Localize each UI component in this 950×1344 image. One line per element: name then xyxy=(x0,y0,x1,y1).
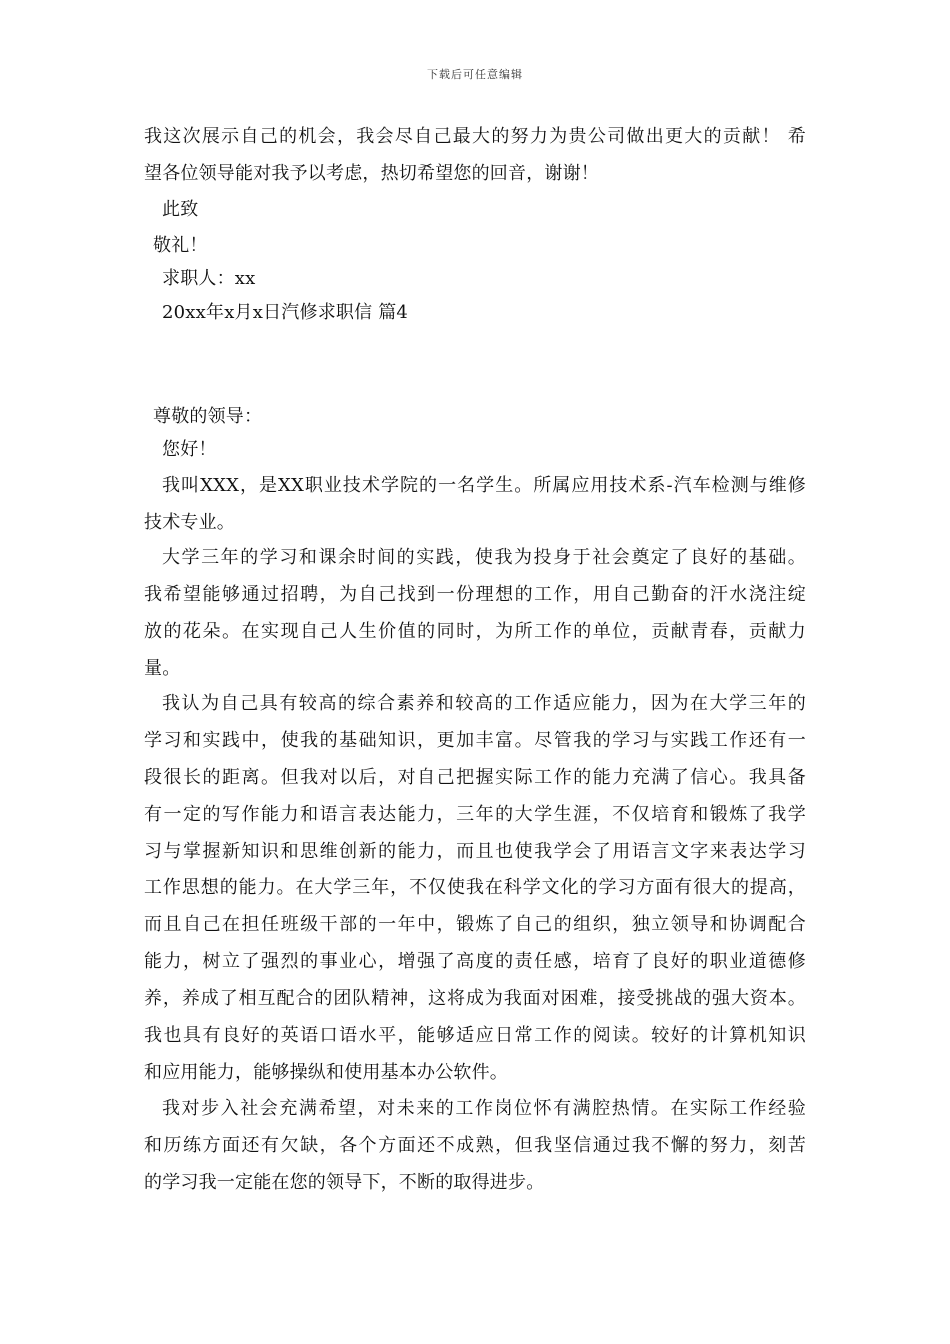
body-line: 段很长的距离。但我对以后，对自己把握实际工作的能力充满了信心。我具备 xyxy=(144,767,806,788)
body-line: 而且自己在担任班级干部的一年中，锻炼了自己的组织，独立领导和协调配合 xyxy=(144,914,806,935)
closing-regards: 此致 xyxy=(162,199,199,220)
body-line: 习与掌握新知识和思维创新的能力，而且也使我学会了用语言文字来表达学习 xyxy=(144,841,806,862)
body-line: 和应用能力，能够操纵和使用基本办公软件。 xyxy=(144,1062,508,1083)
closing-signature: 求职人：xx xyxy=(162,268,256,289)
body-line: 养，养成了相互配合的团队精神，这将成为我面对困难，接受挑战的强大资本。 xyxy=(144,988,806,1009)
closing-line: 望各位领导能对我予以考虑，热切希望您的回音，谢谢！ xyxy=(144,163,599,184)
closing-date-and-next-title: 20xx年x月x日汽修求职信 篇4 xyxy=(162,302,409,323)
body-line: 有一定的写作能力和语言表达能力，三年的大学生涯，不仅培育和锻炼了我学 xyxy=(144,804,806,825)
body-line: 我也具有良好的英语口语水平，能够适应日常工作的阅读。较好的计算机知识 xyxy=(144,1025,806,1046)
body-line: 工作思想的能力。在大学三年，不仅使我在科学文化的学习方面有很大的提高， xyxy=(144,877,806,898)
body-line: 放的花朵。在实现自己人生价值的同时，为所工作的单位，贡献青春，贡献力 xyxy=(144,621,806,642)
body-line: 大学三年的学习和课余时间的实践，使我为投身于社会奠定了良好的基础。 xyxy=(162,547,806,568)
greeting: 您好！ xyxy=(162,439,217,460)
closing-salute: 敬礼！ xyxy=(153,235,208,256)
body-line: 我叫XXX，是XX职业技术学院的一名学生。所属应用技术系-汽车检测与维修 xyxy=(162,475,806,496)
body-line: 我对步入社会充满希望，对未来的工作岗位怀有满腔热情。在实际工作经验 xyxy=(162,1098,806,1119)
closing-line: 我这次展示自己的机会，我会尽自己最大的努力为贵公司做出更大的贡献！ 希 xyxy=(144,126,806,147)
body-line: 和历练方面还有欠缺，各个方面还不成熟，但我坚信通过我不懈的努力，刻苦 xyxy=(144,1135,806,1156)
header-note: 下载后可任意编辑 xyxy=(427,68,523,81)
body-line: 的学习我一定能在您的领导下，不断的取得进步。 xyxy=(144,1172,545,1193)
body-line: 学习和实践中，使我的基础知识，更加丰富。尽管我的学习与实践工作还有一 xyxy=(144,730,806,751)
body-line: 技术专业。 xyxy=(144,512,235,533)
salutation: 尊敬的领导： xyxy=(153,406,263,427)
body-line: 能力，树立了强烈的事业心，增强了高度的责任感，培育了良好的职业道德修 xyxy=(144,951,806,972)
body-line: 我认为自己具有较高的综合素养和较高的工作适应能力，因为在大学三年的 xyxy=(162,693,806,714)
body-line: 我希望能够通过招聘，为自己找到一份理想的工作，用自己勤奋的汗水浇注绽 xyxy=(144,584,806,605)
body-line: 量。 xyxy=(144,658,181,679)
